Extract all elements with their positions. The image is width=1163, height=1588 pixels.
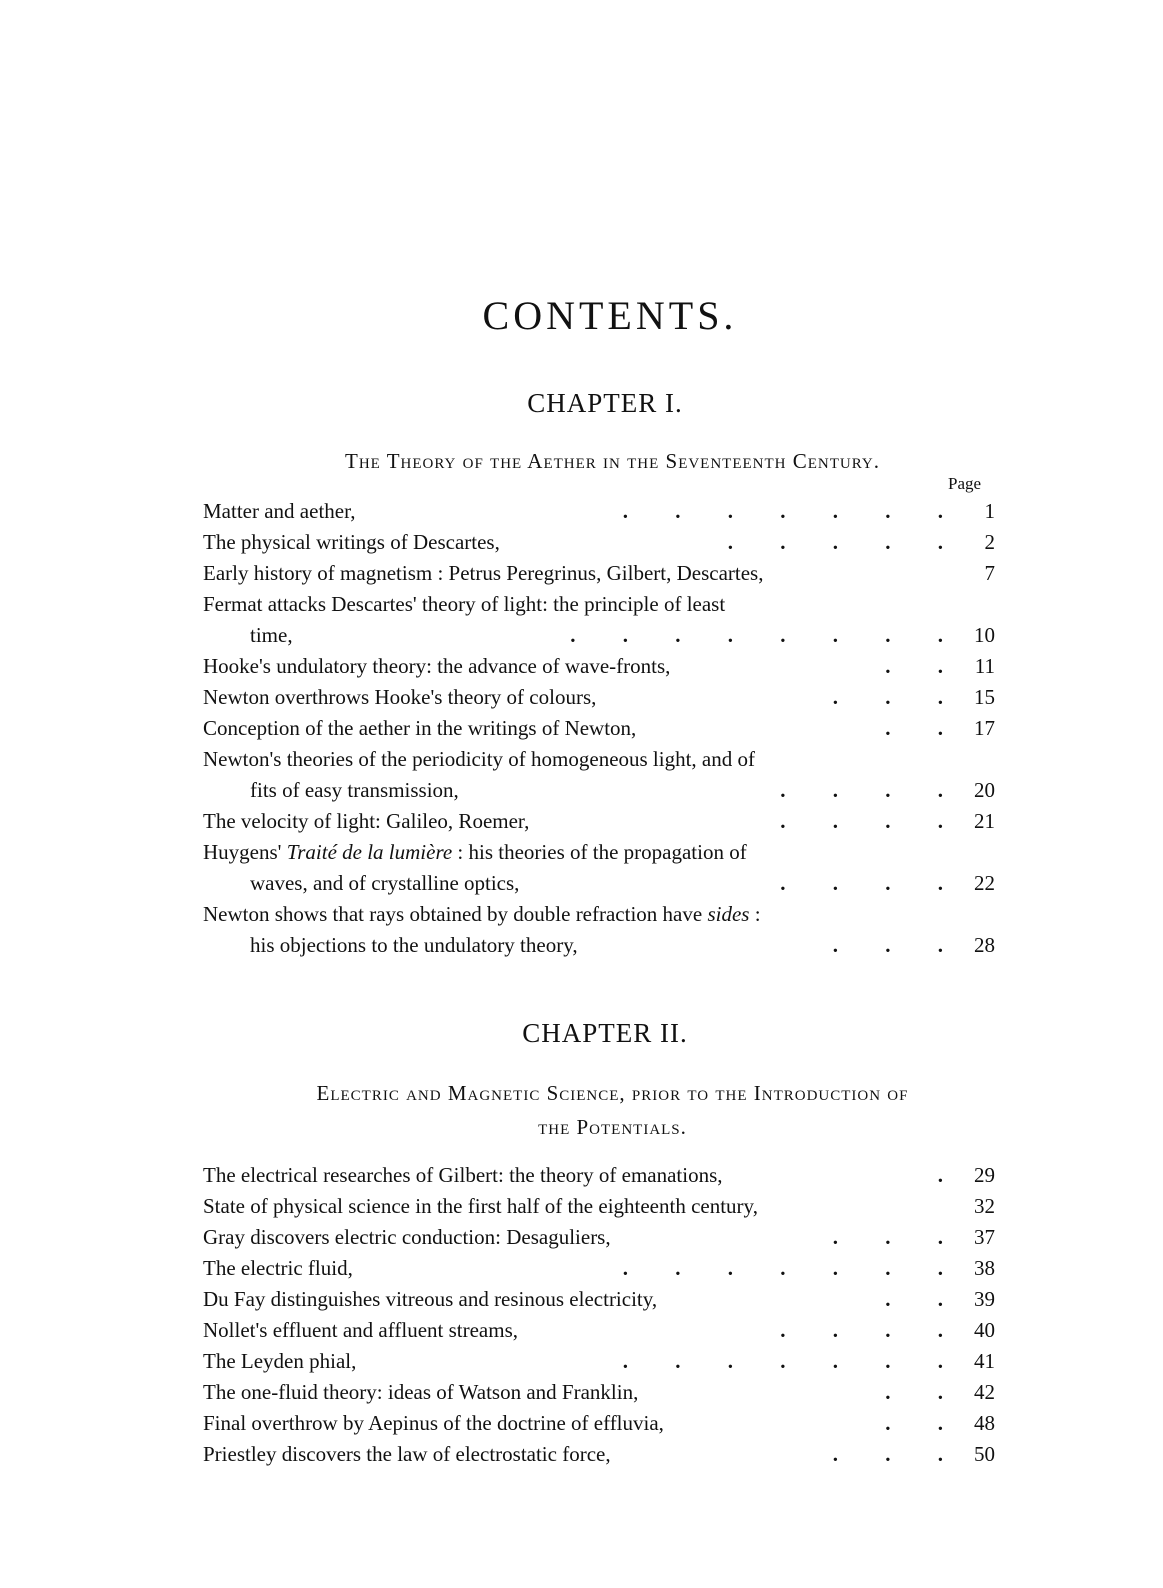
italic-title: Traité de la lumière [286, 840, 453, 864]
chapter-1-subtitle [230, 444, 995, 478]
toc-entry[interactable]: The electrical researches of Gilbert: the theory of emanations, . 29 [203, 1160, 1003, 1191]
toc-entry[interactable]: Du Fay distinguishes vitreous and resinous electricity, . . 39 [203, 1284, 1003, 1315]
entry-page-number: 22 [974, 871, 995, 895]
toc-entry[interactable]: The velocity of light: Galileo, Roemer, . . . . 21 [203, 806, 1003, 837]
toc-entry[interactable]: Matter and aether, . . . . . . . 1 [203, 496, 1003, 527]
toc-entry[interactable]: The electric fluid, . . . . . . . 38 [203, 1253, 1003, 1284]
entry-page-number: 17 [974, 716, 995, 740]
page-column-label: Page [948, 474, 982, 493]
entry-text: Hooke's undulatory theory: the advance of wave-fronts, [203, 654, 671, 678]
entry-page-number: 42 [974, 1380, 995, 1404]
toc-entry[interactable]: Newton overthrows Hooke's theory of colours, . . . 15 [203, 682, 1003, 713]
toc-entry[interactable]: Priestley discovers the law of electrostatic force, . . . 50 [203, 1439, 1003, 1470]
entry-page-number: 21 [974, 809, 995, 833]
entry-text: State of physical science in the first half of the eighteenth century, [203, 1194, 758, 1218]
entry-text: The velocity of light: Galileo, Roemer, [203, 809, 530, 833]
chapter-1-subtitle-line: The Theory of the Aether in the Seventeenth Century. [345, 449, 880, 473]
entry-page-number: 37 [974, 1225, 995, 1249]
entry-text: Fermat attacks Descartes' theory of light: the principle of least [203, 592, 726, 616]
toc-entry[interactable] [203, 558, 1003, 589]
entry-text: The electrical researches of Gilbert: the theory of emanations, [203, 1163, 723, 1187]
entry-page-number: 39 [974, 1287, 995, 1311]
entry-text-continued: fits of easy transmission, [250, 778, 459, 802]
entry-page-number: 29 [974, 1163, 995, 1187]
toc-entry[interactable]: Newton shows that rays obtained by double refraction have sides : his objections to the undulatory theory, . . . 28 [203, 899, 1003, 961]
entry-page-number: 38 [974, 1256, 995, 1280]
entry-text: Gray discovers electric conduction: Desaguliers, [203, 1225, 611, 1249]
entry-text: Final overthrow by Aepinus of the doctrine of effluvia, [203, 1411, 664, 1435]
entry-text: Nollet's effluent and affluent streams, [203, 1318, 518, 1342]
entry-text: The Leyden phial, [203, 1349, 357, 1373]
toc-entry[interactable]: Nollet's effluent and affluent streams, . . . . 40 [203, 1315, 1003, 1346]
toc-entry[interactable]: Huygens' Traité de la lumière : his theories of the propagation of waves, and of crystalline optics, . . . . 22 [203, 837, 1003, 899]
entry-text: The physical writings of Descartes, [203, 530, 500, 554]
entry-text: Du Fay distinguishes vitreous and resinous electricity, [203, 1287, 658, 1311]
toc-entry[interactable]: Hooke's undulatory theory: the advance of wave-fronts, . . 11 [203, 651, 1003, 682]
italic-word: sides [707, 902, 750, 926]
toc-entry[interactable]: Newton's theories of the periodicity of homogeneous light, and of fits of easy transmission, . . . . 20 [203, 744, 1003, 806]
entry-page-number: 10 [974, 623, 995, 647]
entry-text-continued: waves, and of crystalline optics, [250, 871, 520, 895]
toc-entry[interactable]: Conception of the aether in the writings of Newton, . . 17 [203, 713, 1003, 744]
entry-page-number: 11 [974, 654, 995, 678]
entry-text-continued: his objections to the undulatory theory, [250, 933, 578, 957]
entry-text: The electric fluid, [203, 1256, 353, 1280]
toc-entry[interactable]: Final overthrow by Aepinus of the doctrine of effluvia, . . 48 [203, 1408, 1003, 1439]
entry-page-number: 7 [984, 561, 995, 585]
toc-entry[interactable]: Fermat attacks Descartes' theory of light: the principle of least time, . . . . . . . . 10 [203, 589, 1003, 651]
entry-page-number: 1 [984, 499, 995, 523]
chapter-2-heading: CHAPTER II. [522, 1018, 688, 1048]
entry-text: Priestley discovers the law of electrostatic force, [203, 1442, 611, 1466]
chapter-1-heading: CHAPTER I. [527, 388, 683, 418]
chapter-2-subtitle [230, 1076, 995, 1144]
entry-text: Matter and aether, [203, 499, 356, 523]
entry-text: Conception of the aether in the writings of Newton, [203, 716, 637, 740]
entry-page-number: 28 [974, 933, 995, 957]
chapter-1-entries [203, 496, 1003, 961]
toc-entry[interactable]: The physical writings of Descartes, . . . . . 2 [203, 527, 1003, 558]
entry-text: Newton overthrows Hooke's theory of colours, [203, 685, 597, 709]
entry-page-number: 15 [974, 685, 995, 709]
entry-page-number: 40 [974, 1318, 995, 1342]
entry-page-number: 50 [974, 1442, 995, 1466]
toc-entry[interactable] [203, 1191, 1003, 1222]
entry-text: Early history of magnetism : Petrus Peregrinus, Gilbert, Descartes, [203, 561, 764, 585]
entry-text: The one-fluid theory: ideas of Watson and Franklin, [203, 1380, 639, 1404]
entry-page-number: 41 [974, 1349, 995, 1373]
toc-entry[interactable]: Gray discovers electric conduction: Desaguliers, . . . 37 [203, 1222, 1003, 1253]
page-title: CONTENTS. [482, 293, 738, 338]
toc-entry[interactable]: The one-fluid theory: ideas of Watson and Franklin, . . 42 [203, 1377, 1003, 1408]
chapter-2-subtitle-line: the Potentials. [538, 1115, 687, 1139]
entry-text: Newton's theories of the periodicity of homogeneous light, and of [203, 747, 755, 771]
chapter-2-entries [203, 1160, 1003, 1470]
entry-page-number: 2 [984, 530, 995, 554]
entry-page-number: 48 [974, 1411, 995, 1435]
entry-text-with-italic: Huygens' Traité de la lumière : his theories of the propagation of [203, 840, 747, 864]
entry-page-number: 32 [974, 1194, 995, 1218]
chapter-2-subtitle-line: Electric and Magnetic Science, prior to the Introduction of [316, 1081, 909, 1105]
entry-text-continued: time, [250, 623, 293, 647]
toc-entry[interactable]: The Leyden phial, . . . . . . . 41 [203, 1346, 1003, 1377]
entry-text-with-italic: Newton shows that rays obtained by double refraction have sides : [203, 902, 761, 926]
entry-page-number: 20 [974, 778, 995, 802]
